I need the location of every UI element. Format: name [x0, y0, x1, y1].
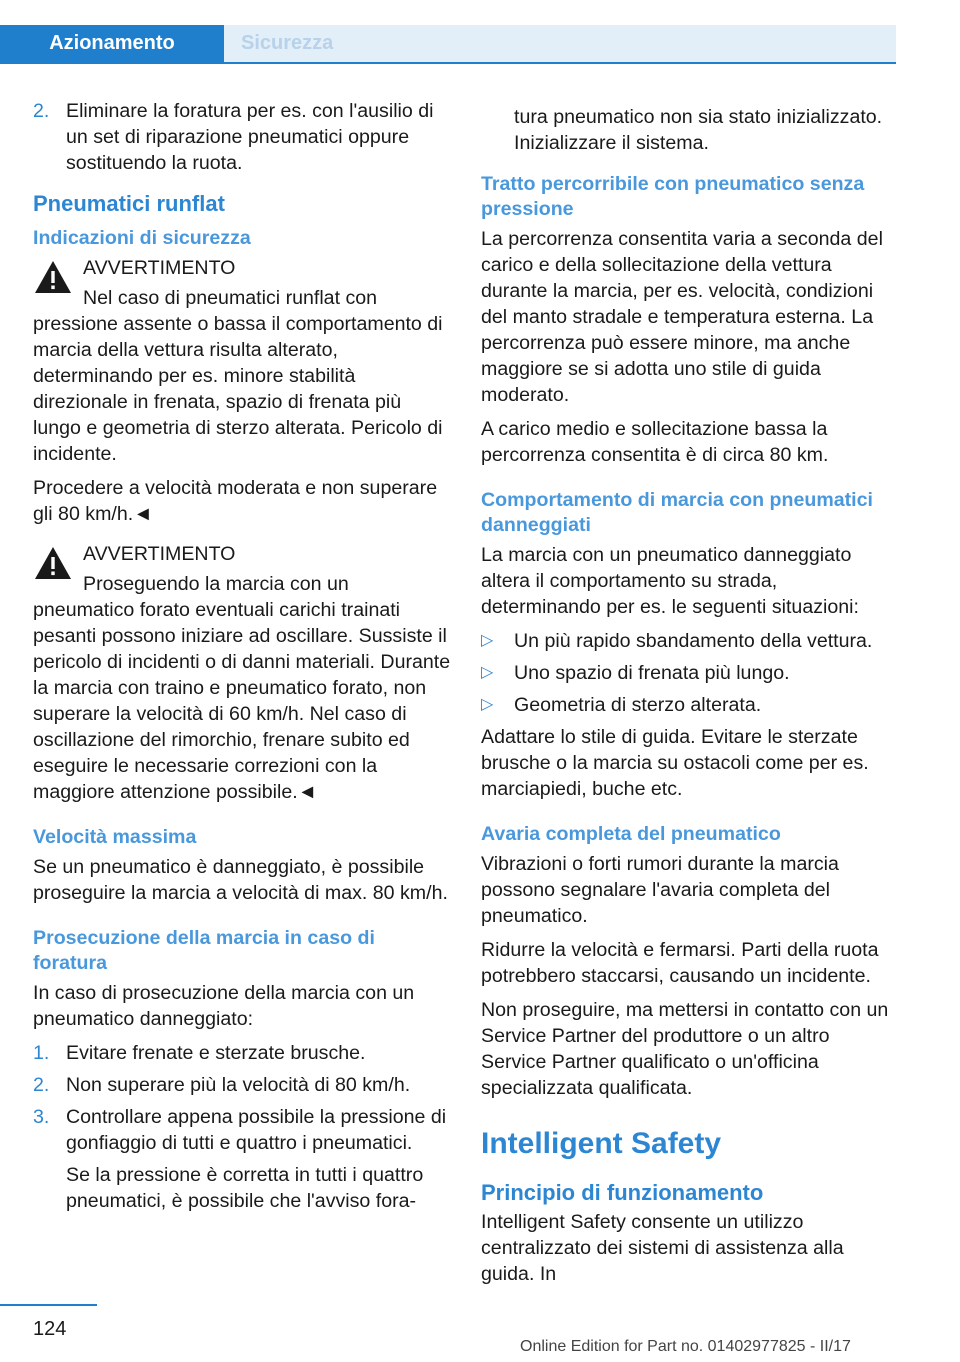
bullet-item — [481, 692, 899, 718]
paragraph: Non proseguire, ma mettersi in contatto con un Service Partner del produttore o un altro Service Partner qualificato o un'officina specializzata qualificata. — [481, 999, 889, 1099]
list-item — [33, 1040, 451, 1066]
warning-title: AVVERTIMENTO — [83, 543, 236, 565]
subsection-title-failure: Avaria completa del pneumatico — [481, 823, 781, 845]
list-item — [33, 1072, 451, 1098]
header-divider — [0, 62, 896, 64]
subsection-title-behavior: Comportamento di marcia con pneumatici danneggiati — [481, 489, 873, 536]
warning-block-1 — [33, 255, 451, 467]
tab-azionamento[interactable]: Azionamento — [0, 25, 224, 62]
paragraph: Vibrazioni o forti rumori durante la marcia possono segnalare l'avaria completa del pneumatico. — [481, 853, 839, 927]
page-number: 124 — [33, 1318, 67, 1340]
subsection-title-principle: Principio di funzionamento — [481, 1180, 764, 1205]
left-column — [33, 98, 451, 1220]
list-item-continuation: tura pneumatico non sia stato inizializzato. Inizializzare il sistema. — [514, 106, 883, 154]
paragraph: Intelligent Safety consente un utilizzo centralizzato dei sistemi di assistenza alla guida. In — [481, 1211, 844, 1285]
subsection-title-distance: Tratto percorribile con pneumatico senza pressione — [481, 173, 865, 220]
header-bar — [0, 0, 960, 62]
paragraph: Procedere a velocità moderata e non superare gli 80 km/h.◄ — [33, 477, 438, 525]
list-text: Non superare più la velocità di 80 km/h. — [66, 1074, 411, 1096]
paragraph: In caso di prosecuzione della marcia con un pneumatico danneggiato: — [33, 982, 415, 1030]
list-number: 3. — [33, 1106, 50, 1128]
bullet-text: Un più rapido sbandamento della vettura. — [514, 630, 873, 652]
tab-sicurezza[interactable]: Sicurezza — [224, 25, 896, 62]
list-item — [33, 1104, 451, 1156]
warning-triangle-icon — [33, 259, 73, 295]
bullet-item — [481, 660, 899, 686]
list-text: Evitare frenate e sterzate brusche. — [66, 1042, 366, 1064]
warning-title: AVVERTIMENTO — [83, 257, 236, 279]
bullet-text: Geometria di sterzo alterata. — [514, 694, 762, 716]
warning-text: Nel caso di pneumatici runflat con pressione assente o bassa il comportamento di marcia della vettura risulta alterato, determinando per es. minore stabilità direzionale in frenata, spazio di frenata più lungo e geometria di sterzo alterata. Pericolo di incidente. — [33, 287, 443, 465]
right-column — [481, 104, 899, 1295]
list-item-continuation: Se la pressione è corretta in tutti i quattro pneumatici, è possibile che l'avviso fora- — [66, 1164, 424, 1212]
list-number: 2. — [33, 1074, 50, 1096]
bullet-text: Uno spazio di frenata più lungo. — [514, 662, 790, 684]
triangle-bullet-icon: ▷ — [481, 696, 494, 713]
warning-text: Proseguendo la marcia con un pneumatico forato eventuali carichi trainati pesanti possono iniziare ad oscillare. Sussiste il pericolo di incidenti o di danni materiali. Durante la marcia con traino e pneumatico forato, non superare la velocità di 60 km/h. Nel caso di oscillazione del rimorchio, frenare subito ed eseguire le necessarie correzioni con la maggiore attenzione possibile.◄ — [33, 573, 451, 803]
subsection-title-speed: Velocità massima — [33, 826, 197, 848]
list-number: 2. — [33, 100, 50, 122]
paragraph: Adattare lo stile di guida. Evitare le sterzate brusche o la marcia su ostacoli come per es. marciapiedi, buche etc. — [481, 726, 869, 800]
paragraph: A carico medio e sollecitazione bassa la percorrenza consentita è di circa 80 km. — [481, 418, 829, 466]
subsection-title-continue: Prosecuzione della marcia in caso di foratura — [33, 927, 375, 974]
paragraph: Se un pneumatico è danneggiato, è possibile proseguire la marcia a velocità di max. 80 km/h. — [33, 856, 448, 904]
list-item — [33, 98, 451, 176]
paragraph: La percorrenza consentita varia a seconda del carico e della sollecitazione della vettura durante la marcia, per es. velocità, condizioni del manto stradale e temperatura esterna. La percorrenza può essere minore, ma anche maggiore se si adotta uno stile di guida moderato. — [481, 228, 883, 406]
paragraph: Ridurre la velocità e fermarsi. Parti della ruota potrebbero staccarsi, causando un incidente. — [481, 939, 879, 987]
triangle-bullet-icon: ▷ — [481, 664, 494, 681]
triangle-bullet-icon: ▷ — [481, 632, 494, 649]
list-text: Controllare appena possibile la pressione di gonfiaggio di tutti e quattro i pneumatici. — [66, 1106, 447, 1154]
subsection-title-safety: Indicazioni di sicurezza — [33, 227, 251, 249]
footer-divider — [0, 1304, 97, 1306]
warning-block-2 — [33, 541, 451, 805]
edition-note: Online Edition for Part no. 01402977825 - II/17 — [520, 1338, 851, 1355]
section-title-intelligent-safety: Intelligent Safety — [481, 1127, 722, 1160]
paragraph: La marcia con un pneumatico danneggiato altera il comportamento su strada, determinando per es. le seguenti situazioni: — [481, 544, 859, 618]
list-number: 1. — [33, 1042, 50, 1064]
bullet-item — [481, 628, 899, 654]
warning-triangle-icon — [33, 545, 73, 581]
list-text: Eliminare la foratura per es. con l'ausilio di un set di riparazione pneumatici oppure sostituendo la ruota. — [66, 100, 434, 174]
section-title-runflat: Pneumatici runflat — [33, 191, 225, 216]
